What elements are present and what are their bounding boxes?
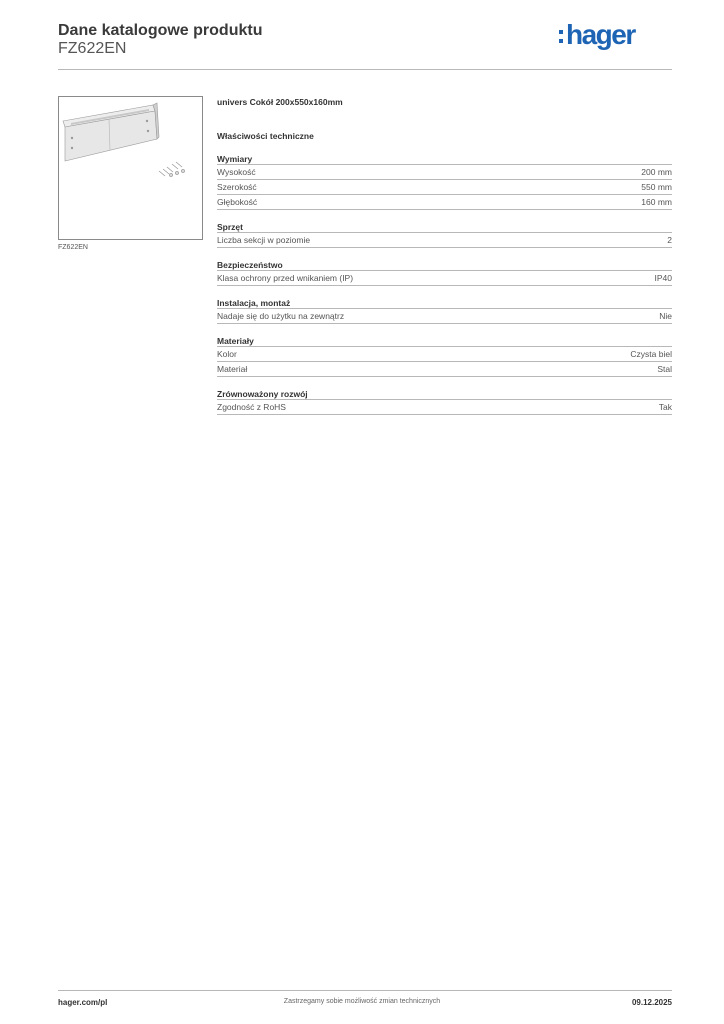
hager-logo — [558, 19, 654, 53]
spec-label: Kolor — [217, 349, 237, 359]
spec-label: Zgodność z RoHS — [217, 402, 286, 412]
spec-label: Nadaje się do użytku na zewnątrz — [217, 311, 345, 321]
spec-row — [217, 347, 672, 362]
spec-group-title: Bezpieczeństwo — [217, 259, 672, 271]
spec-value: 2 — [667, 235, 672, 245]
image-caption: FZ622EN — [58, 244, 88, 251]
spec-value: IP40 — [654, 273, 672, 283]
spec-label: Wysokość — [217, 167, 256, 177]
spec-row — [217, 233, 672, 248]
document-title: Dane katalogowe produktu — [58, 22, 263, 39]
spec-value: 160 mm — [641, 197, 672, 207]
spec-value: Stal — [657, 364, 672, 374]
spec-label: Materiał — [217, 364, 248, 374]
spec-row — [217, 180, 672, 195]
spec-group-title: Wymiary — [217, 153, 672, 165]
spec-group-title: Sprzęt — [217, 221, 672, 233]
spec-group-dimensions — [217, 153, 672, 210]
spec-row — [217, 362, 672, 377]
spec-label: Głębokość — [217, 197, 258, 207]
spec-label: Klasa ochrony przed wnikaniem (IP) — [217, 273, 354, 283]
spec-value: Tak — [658, 402, 672, 412]
specifications — [217, 96, 672, 415]
spec-row — [217, 400, 672, 415]
specs-heading: Właściwości techniczne — [217, 131, 314, 141]
footer-date: 09.12.2025 — [631, 998, 672, 1007]
spec-value: Czysta biel — [630, 349, 672, 359]
spec-group-title: Instalacja, montaż — [217, 297, 672, 309]
header-divider — [58, 69, 672, 70]
spec-group-installation — [217, 297, 672, 324]
spec-group-sustainability — [217, 388, 672, 415]
footer-website-link[interactable]: hager.com/pl — [58, 998, 108, 1007]
spec-group-materials — [217, 335, 672, 377]
spec-row — [217, 165, 672, 180]
spec-value: Nie — [659, 311, 672, 321]
spec-row — [217, 195, 672, 210]
spec-group-equipment — [217, 221, 672, 248]
spec-label: Liczba sekcji w poziomie — [217, 235, 311, 245]
footer-disclaimer: Zastrzegamy sobie możliwość zmian technicznych — [283, 998, 441, 1005]
footer-divider — [58, 990, 672, 991]
spec-label: Szerokość — [217, 182, 257, 192]
spec-value: 200 mm — [641, 167, 672, 177]
product-code: FZ622EN — [58, 40, 127, 57]
spec-group-title: Zrównoważony rozwój — [217, 388, 672, 400]
product-name: univers Cokół 200x550x160mm — [217, 97, 343, 107]
spec-row — [217, 271, 672, 286]
product-image — [58, 96, 203, 240]
logo-text: hager — [566, 19, 635, 50]
spec-value: 550 mm — [641, 182, 672, 192]
spec-row — [217, 309, 672, 324]
spec-group-title: Materiały — [217, 335, 672, 347]
spec-group-safety — [217, 259, 672, 286]
document-header — [58, 20, 672, 70]
